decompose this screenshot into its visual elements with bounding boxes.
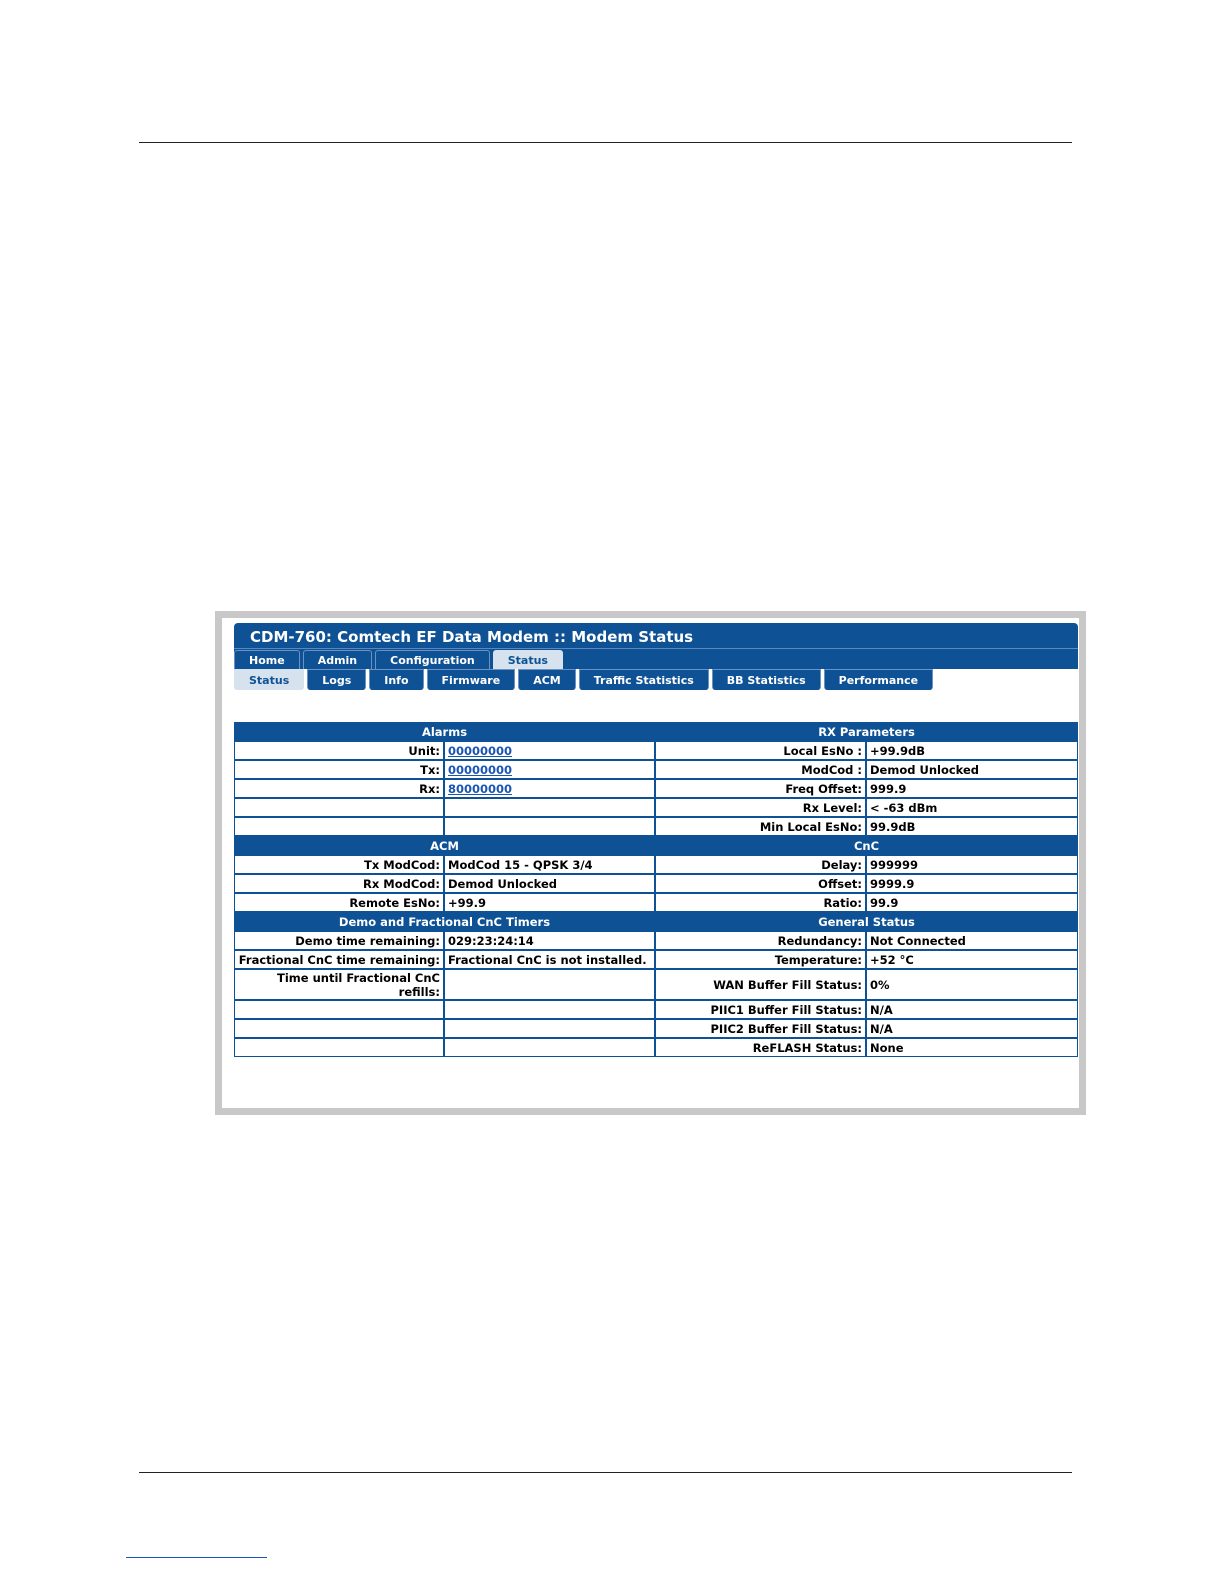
table-row [234,969,1078,1000]
page-footer-rule [139,1472,1072,1473]
table-row [234,874,1078,893]
table-row [234,855,1078,874]
empty-cell [234,817,444,836]
screenshot-frame [215,611,1086,1115]
tx-alarm-link[interactable]: 00000000 [448,762,513,777]
table-row [234,1038,1078,1057]
subtab-traffic-statistics[interactable]: Traffic Statistics [579,669,709,690]
footer-link-underline [126,1557,267,1558]
piic1-buffer-value: N/A [866,1000,1078,1019]
wan-buffer-value: 0% [866,969,1078,1000]
browser-page [222,618,1079,1108]
local-esno-label: Local EsNo : [655,741,866,760]
alarms-header: Alarms [234,722,655,741]
tab-home[interactable]: Home [234,650,300,669]
subtab-performance[interactable]: Performance [824,669,933,690]
piic2-buffer-value: N/A [866,1019,1078,1038]
fractional-cnc-value: Fractional CnC is not installed. [444,950,655,969]
timers-header: Demo and Fractional CnC Timers [234,912,655,931]
empty-cell [444,817,655,836]
table-row [234,817,1078,836]
min-local-esno-label: Min Local EsNo: [655,817,866,836]
modcod-label: ModCod : [655,760,866,779]
min-local-esno-value: 99.9dB [866,817,1078,836]
status-table [234,722,1078,1057]
unit-alarm-link[interactable]: 00000000 [448,743,513,758]
redundancy-value: Not Connected [866,931,1078,950]
subtab-logs[interactable]: Logs [307,669,366,690]
empty-cell [234,1019,444,1038]
general-status-header: General Status [655,912,1078,931]
primary-nav [234,648,1078,669]
subtab-firmware[interactable]: Firmware [427,669,516,690]
table-row [234,931,1078,950]
redundancy-label: Redundancy: [655,931,866,950]
table-row [234,779,1078,798]
tx-modcod-value: ModCod 15 - QPSK 3/4 [444,855,655,874]
reflash-status-value: None [866,1038,1078,1057]
temperature-value: +52 °C [866,950,1078,969]
rx-parameters-header: RX Parameters [655,722,1078,741]
tab-configuration[interactable]: Configuration [375,650,490,669]
subtab-bb-statistics[interactable]: BB Statistics [712,669,821,690]
table-row [234,893,1078,912]
temperature-label: Temperature: [655,950,866,969]
table-row [234,760,1078,779]
tx-modcod-label: Tx ModCod: [234,855,444,874]
table-row [234,741,1078,760]
piic2-buffer-label: PIIC2 Buffer Fill Status: [655,1019,866,1038]
table-row [234,1000,1078,1019]
acm-header: ACM [234,836,655,855]
rx-level-value: < -63 dBm [866,798,1078,817]
rx-modcod-label: Rx ModCod: [234,874,444,893]
table-row [234,798,1078,817]
secondary-nav [234,669,1078,691]
empty-cell [444,798,655,817]
empty-cell [444,1000,655,1019]
offset-value: 9999.9 [866,874,1078,893]
page-header-rule [139,142,1072,143]
table-row [234,950,1078,969]
ratio-label: Ratio: [655,893,866,912]
delay-label: Delay: [655,855,866,874]
subtab-info[interactable]: Info [369,669,423,690]
modcod-value: Demod Unlocked [866,760,1078,779]
rx-alarm-link[interactable]: 80000000 [448,781,513,796]
piic1-buffer-label: PIIC1 Buffer Fill Status: [655,1000,866,1019]
empty-cell [234,1000,444,1019]
tab-admin[interactable]: Admin [303,650,372,669]
ratio-value: 99.9 [866,893,1078,912]
rx-modcod-value: Demod Unlocked [444,874,655,893]
page-title: CDM-760: Comtech EF Data Modem :: Modem Status [234,623,1078,651]
local-esno-value: +99.9dB [866,741,1078,760]
cnc-header: CnC [655,836,1078,855]
wan-buffer-label: WAN Buffer Fill Status: [655,969,866,1000]
subtab-acm[interactable]: ACM [518,669,576,690]
offset-label: Offset: [655,874,866,893]
empty-cell [234,798,444,817]
freq-offset-label: Freq Offset: [655,779,866,798]
remote-esno-value: +99.9 [444,893,655,912]
subtab-status[interactable]: Status [234,669,304,690]
refill-time-value [444,969,655,1000]
demo-time-label: Demo time remaining: [234,931,444,950]
rx-level-label: Rx Level: [655,798,866,817]
fractional-cnc-label: Fractional CnC time remaining: [234,950,444,969]
delay-value: 999999 [866,855,1078,874]
rx-alarm-label: Rx: [234,779,444,798]
tab-status[interactable]: Status [493,650,563,669]
table-row [234,1019,1078,1038]
remote-esno-label: Remote EsNo: [234,893,444,912]
unit-alarm-label: Unit: [234,741,444,760]
tx-alarm-label: Tx: [234,760,444,779]
refill-time-label: Time until Fractional CnC refills: [234,969,444,1000]
empty-cell [444,1038,655,1057]
empty-cell [444,1019,655,1038]
freq-offset-value: 999.9 [866,779,1078,798]
empty-cell [234,1038,444,1057]
demo-time-value: 029:23:24:14 [444,931,655,950]
reflash-status-label: ReFLASH Status: [655,1038,866,1057]
